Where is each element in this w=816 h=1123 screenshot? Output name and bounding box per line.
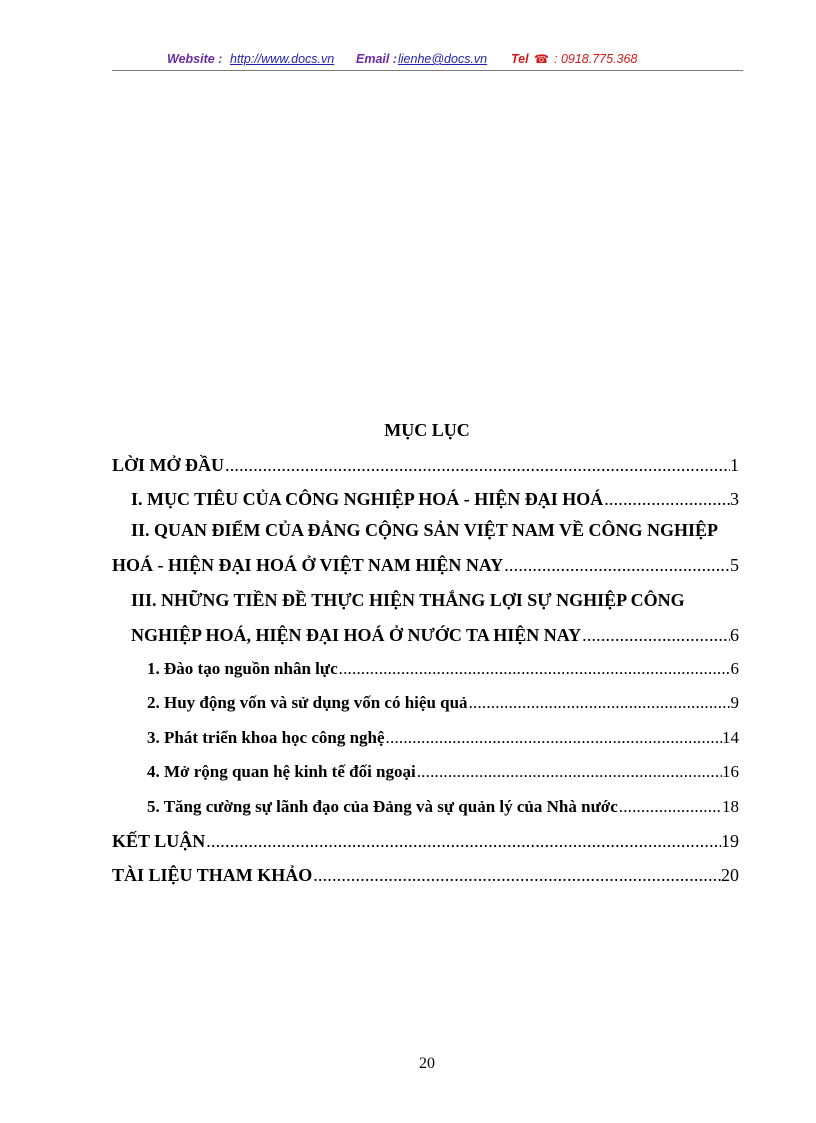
toc-entry-section-3[interactable]: [131, 623, 739, 647]
toc-entry-subsection-1[interactable]: [147, 657, 739, 681]
toc-entry-text: NGHIỆP HOÁ, HIỆN ĐẠI HOÁ Ở NƯỚC TA HIỆN NAY: [131, 625, 582, 645]
toc-entry-page: 18: [722, 797, 739, 816]
toc-entry-page: 14: [722, 728, 739, 747]
website-link[interactable]: http://www.docs.vn: [230, 52, 335, 66]
toc-entry-subsection-3[interactable]: [147, 726, 739, 750]
toc-entry-text: TÀI LIỆU THAM KHẢO: [112, 865, 313, 885]
toc-leader-dots: [386, 726, 722, 750]
toc-entry-text: 4. Mở rộng quan hệ kinh tế đối ngoại: [147, 762, 416, 781]
toc-entry-text: HOÁ - HIỆN ĐẠI HOÁ Ở VIỆT NAM HIỆN NAY: [112, 555, 504, 575]
toc-entry-section-1[interactable]: [131, 487, 739, 511]
toc-entry-page: 9: [730, 693, 739, 712]
toc-entry-page: 6: [730, 659, 739, 678]
toc-entry-text: KẾT LUẬN: [112, 831, 206, 851]
toc-entry-page: 6: [730, 625, 739, 645]
toc-section-2-line-1[interactable]: II. QUAN ĐIỂM CỦA ĐẢNG CỘNG SẢN VIỆT NAM VỀ CÔNG NGHIỆP: [131, 520, 719, 540]
toc-entry-page: 5: [730, 555, 739, 575]
toc-entry-conclusion[interactable]: [112, 829, 739, 853]
email-link[interactable]: lienhe@docs.vn: [398, 52, 488, 66]
toc-entry-subsection-2[interactable]: [147, 691, 739, 715]
toc-leader-dots: [339, 657, 731, 681]
phone-icon: ☎: [534, 52, 549, 66]
tel-value: : 0918.775.368: [554, 52, 638, 66]
toc-leader-dots: [417, 760, 722, 784]
toc-entry-text: 3. Phát triển khoa học công nghệ: [147, 728, 385, 747]
toc-section-3-line-1[interactable]: III. NHỮNG TIỀN ĐỀ THỰC HIỆN THẮNG LỢI SỰ NGHIỆP CÔNG: [131, 590, 685, 610]
toc-entry-text: 2. Huy động vốn và sử dụng vốn có hiệu quả: [147, 693, 468, 712]
toc-leader-dots: [206, 829, 721, 853]
toc-entry-references[interactable]: [112, 863, 739, 887]
toc-entry-intro[interactable]: [112, 453, 739, 477]
toc-leader-dots: [604, 487, 730, 511]
toc-entry-text: 1. Đào tạo nguồn nhân lực: [147, 659, 338, 678]
toc-leader-dots: [504, 553, 730, 577]
toc-title: MỤC LỤC: [384, 420, 470, 440]
toc-leader-dots: [619, 795, 722, 819]
toc-leader-dots: [582, 623, 730, 647]
email-label: Email :: [356, 52, 397, 66]
toc-entry-text: I. MỤC TIÊU CỦA CÔNG NGHIỆP HOÁ - HIỆN ĐẠI HOÁ: [131, 489, 604, 509]
page-number: 20: [419, 1055, 435, 1072]
toc-entry-page: 16: [722, 762, 739, 781]
toc-entry-text: 5. Tăng cường sự lãnh đạo của Đảng và sự quản lý của Nhà nước: [147, 797, 618, 816]
website-label: Website :: [167, 52, 223, 66]
toc-entry-text: LỜI MỞ ĐẦU: [112, 455, 224, 475]
toc-leader-dots: [225, 453, 730, 477]
toc-entry-page: 1: [730, 455, 739, 475]
toc-entry-page: 19: [721, 831, 739, 851]
tel-label: Tel: [511, 52, 529, 66]
toc-entry-subsection-5[interactable]: [147, 795, 739, 819]
header-divider: [112, 70, 743, 71]
toc-leader-dots: [469, 691, 731, 715]
toc-entry-section-2[interactable]: [112, 553, 739, 577]
page-header: [0, 50, 816, 68]
toc-entry-page: 3: [730, 489, 739, 509]
toc-entry-page: 20: [721, 865, 739, 885]
toc-entry-subsection-4[interactable]: [147, 760, 739, 784]
toc-leader-dots: [313, 863, 721, 887]
